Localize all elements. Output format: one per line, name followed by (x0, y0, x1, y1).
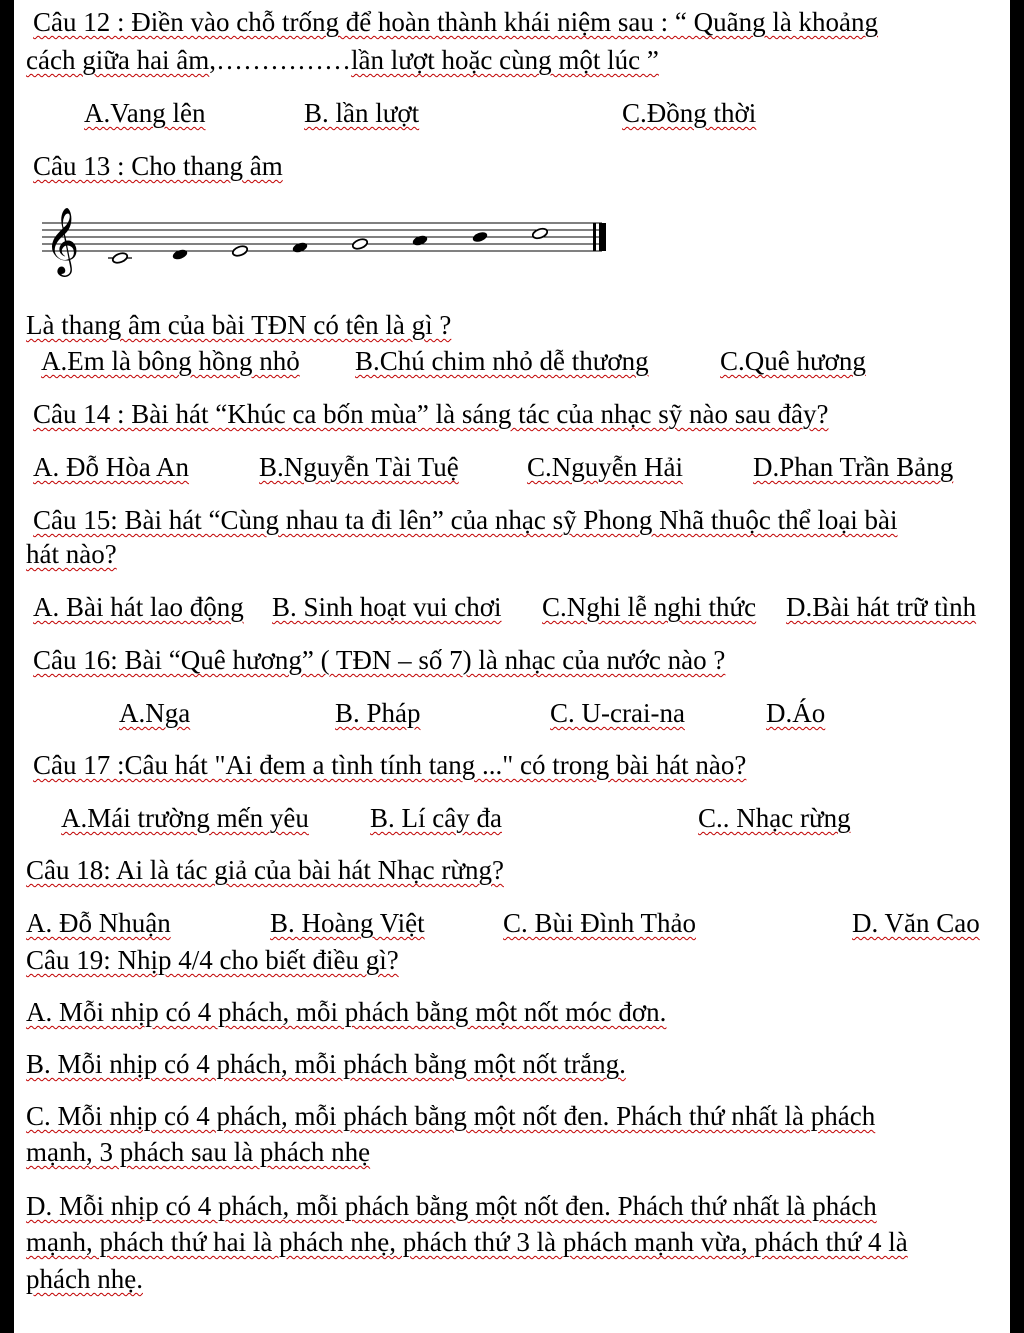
q19-option-b: B. Mỗi nhịp có 4 phách, mỗi phách bằng một nốt trắng. (26, 1049, 626, 1079)
q15-option-d: D.Bài hát trữ tình (786, 592, 977, 622)
notehead (532, 227, 549, 240)
q12-line2-after: lần lượt hoặc cùng một lúc ” (351, 45, 659, 75)
q19-option-a: A. Mỗi nhịp có 4 phách, mỗi phách bằng một nốt móc đơn. (26, 997, 667, 1027)
q14-option-a: A. Đỗ Hòa An (33, 452, 189, 482)
q15-option-b: B. Sinh hoạt vui chơi (272, 592, 502, 622)
scale-note-d4 (172, 248, 189, 261)
q19-option-d-line1: D. Mỗi nhịp có 4 phách, mỗi phách bằng một nốt đen. Phách thứ nhất là phách (26, 1191, 877, 1221)
q14-option-c: C.Nguyễn Hải (527, 452, 683, 482)
q17-option-a: A.Mái trường mến yêu (61, 803, 309, 833)
q19-option-c-line1: C. Mỗi nhịp có 4 phách, mỗi phách bằng một nốt đen. Phách thứ nhất là phách (26, 1101, 876, 1131)
q13-option-c: C.Quê hương (720, 346, 866, 376)
q15-option-c: C.Nghi lễ nghi thức (542, 592, 757, 622)
q13-option-a: A.Em là bông hồng nhỏ (41, 346, 300, 376)
q19-option-c-line2: mạnh, 3 phách sau là phách nhẹ (26, 1137, 371, 1167)
q17-option-b: B. Lí cây đa (370, 803, 502, 833)
notehead (352, 237, 369, 250)
q18-option-b: B. Hoàng Việt (270, 908, 425, 938)
notehead (232, 244, 249, 257)
q12-option-b: B. lần lượt (304, 98, 420, 128)
q17-question: Câu 17 :Câu hát "Ai đem a tình tính tang ..." có trong bài hát nào? (33, 750, 747, 780)
q16-option-c: C. U-crai-na (550, 698, 685, 728)
q12-question-line2 (26, 44, 659, 76)
q16-option-b: B. Pháp (335, 698, 421, 728)
notehead (112, 251, 129, 264)
q16-option-a: A.Nga (119, 698, 191, 728)
final-barline (599, 223, 606, 251)
q12-question-line1: Câu 12 : Điền vào chỗ trống để hoàn thành khái niệm sau : “ Quãng là khoảng (33, 7, 879, 37)
q18-option-d: D. Văn Cao (852, 908, 980, 938)
notehead (472, 230, 489, 243)
scale-note-c5 (532, 227, 549, 240)
q19-option-d-line2: mạnh, phách thứ hai là phách nhẹ, phách thứ 3 là phách mạnh vừa, phách thứ 4 là (26, 1227, 908, 1257)
q12-option-a: A.Vang lên (84, 98, 206, 128)
thin-barline (593, 223, 596, 251)
q15-question-line1: Câu 15: Bài hát “Cùng nhau ta đi lên” của nhạc sỹ Phong Nhã thuộc thể loại bài (33, 505, 898, 535)
scale-notes (108, 227, 548, 265)
q15-question-line2: hát nào? (26, 539, 117, 569)
treble-clef-icon: 𝄞 (45, 206, 80, 274)
q19-question: Câu 19: Nhịp 4/4 cho biết điều gì? (26, 945, 399, 975)
q18-option-c: C. Bùi Đình Thảo (503, 908, 697, 938)
q19-option-d-line3: phách nhẹ. (26, 1264, 143, 1294)
scale-note-e4 (232, 244, 249, 257)
scale-note-g4 (352, 237, 369, 250)
q12-blank: ,…………… (209, 45, 352, 75)
staff-lines (42, 223, 602, 251)
document-page (14, 0, 1010, 1333)
q17-option-c: C.. Nhạc rừng (698, 803, 851, 833)
scale-note-b4 (472, 230, 489, 243)
q16-question: Câu 16: Bài “Quê hương” ( TĐN – số 7) là nhạc của nước nào ? (33, 645, 726, 675)
q13-option-b: B.Chú chim nhỏ dễ thương (355, 346, 649, 376)
notehead (412, 234, 429, 247)
q16-option-d: D.Áo (766, 698, 826, 728)
music-scale-staff (42, 200, 642, 290)
q14-option-b: B.Nguyễn Tài Tuệ (259, 452, 459, 482)
scale-note-a4 (412, 234, 429, 247)
q15-option-a: A. Bài hát lao động (33, 592, 244, 622)
q12-line2-before: cách giữa hai âm (26, 45, 210, 75)
q18-question: Câu 18: Ai là tác giả của bài hát Nhạc rừng? (26, 855, 504, 885)
q13-prompt: Là thang âm của bài TĐN có tên là gì ? (26, 310, 452, 340)
notehead (172, 248, 189, 261)
scale-note-c4 (108, 251, 132, 264)
q14-question: Câu 14 : Bài hát “Khúc ca bốn mùa” là sáng tác của nhạc sỹ nào sau đây? (33, 399, 829, 429)
q14-option-d: D.Phan Trần Bảng (753, 452, 954, 482)
q12-option-c: C.Đồng thời (622, 98, 757, 128)
scale-note-f4 (292, 241, 309, 254)
q13-question: Câu 13 : Cho thang âm (33, 151, 283, 181)
q18-option-a: A. Đỗ Nhuận (26, 908, 171, 938)
notehead (292, 241, 309, 254)
